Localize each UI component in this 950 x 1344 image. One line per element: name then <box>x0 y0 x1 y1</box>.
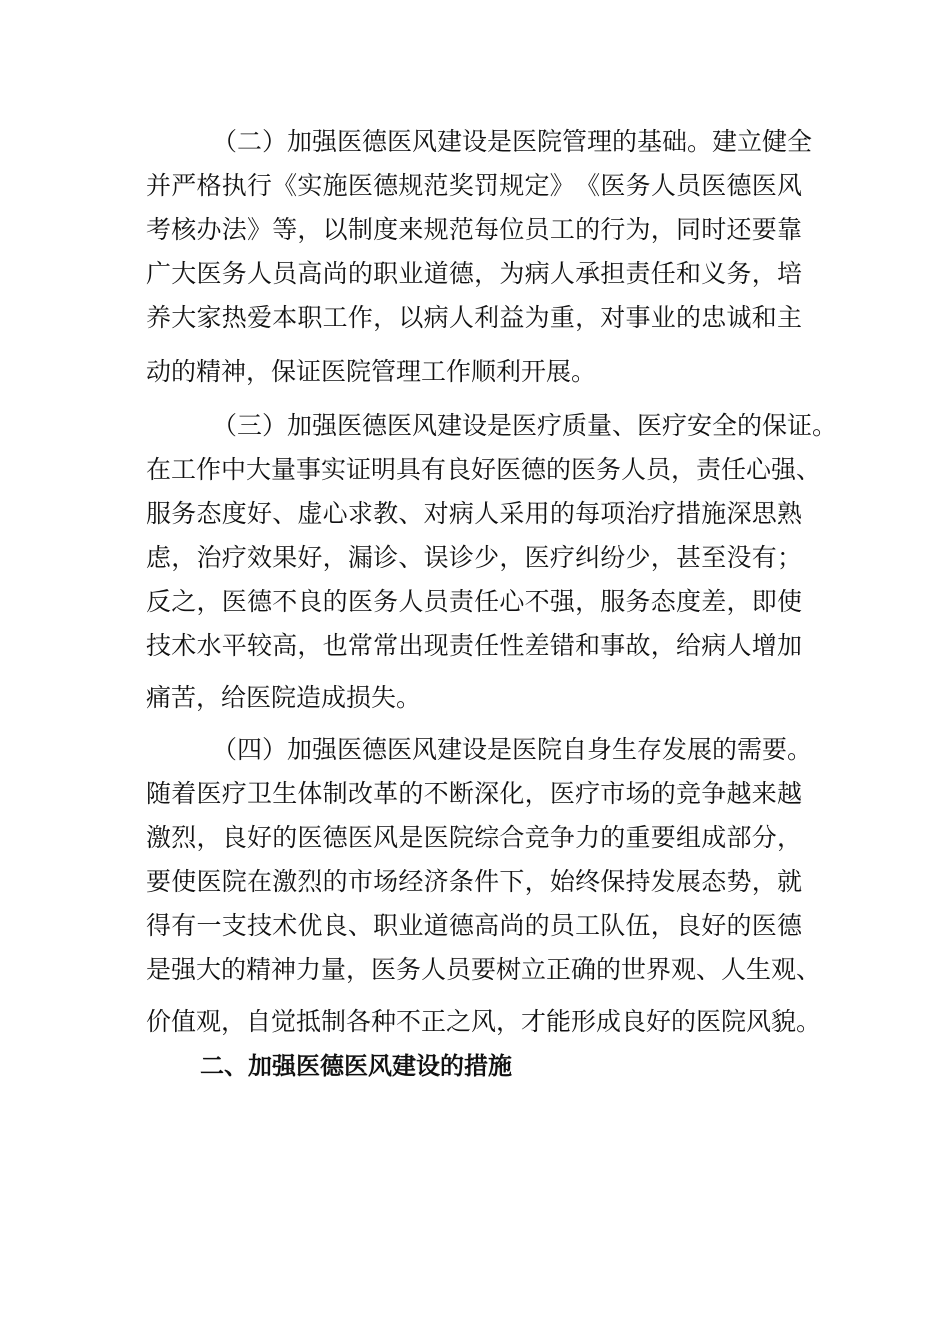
paragraph-2-line-1: （二）加强医德医风建设是医院管理的基础。建立健全 <box>212 127 813 156</box>
paragraph-4-line-7: 价值观，自觉抵制各种不正之风，才能形成良好的医院风貌。 <box>146 1007 822 1036</box>
paragraph-4-line-1: （四）加强医德医风建设是医院自身生存发展的需要。 <box>212 735 813 764</box>
paragraph-2-line-5: 养大家热爱本职工作，以病人利益为重，对事业的忠诚和主 <box>146 303 802 332</box>
paragraph-2-line-6: 动的精神，保证医院管理工作顺利开展。 <box>146 357 597 386</box>
paragraph-2-line-3: 考核办法》等，以制度来规范每位员工的行为，同时还要靠 <box>146 215 802 244</box>
paragraph-3-line-6: 技术水平较高，也常常出现责任性差错和事故，给病人增加 <box>146 631 802 660</box>
paragraph-3-line-1: （三）加强医德医风建设是医疗质量、医疗安全的保证。 <box>212 411 838 440</box>
paragraph-4-line-5: 得有一支技术优良、职业道德高尚的员工队伍，良好的医德 <box>146 911 802 940</box>
paragraph-4-line-3: 激烈，良好的医德医风是医院综合竞争力的重要组成部分， <box>146 823 802 852</box>
paragraph-3-line-5: 反之，医德不良的医务人员责任心不强，服务态度差，即使 <box>146 587 802 616</box>
paragraph-3-line-7: 痛苦，给医院造成损失。 <box>146 683 422 712</box>
section-heading: 二、加强医德医风建设的措施 <box>200 1052 512 1080</box>
paragraph-4-line-2: 随着医疗卫生体制改革的不断深化，医疗市场的竞争越来越 <box>146 779 802 808</box>
paragraph-3-line-2: 在工作中大量事实证明具有良好医德的医务人员，责任心强、 <box>146 455 822 484</box>
paragraph-4-line-4: 要使医院在激烈的市场经济条件下，始终保持发展态势，就 <box>146 867 802 896</box>
paragraph-3-line-3: 服务态度好、虚心求教、对病人采用的每项治疗措施深思熟 <box>146 499 802 528</box>
paragraph-4-line-6: 是强大的精神力量，医务人员要树立正确的世界观、人生观、 <box>146 955 822 984</box>
paragraph-2-line-2: 并严格执行《实施医德规范奖罚规定》 《医务人员医德医风 <box>146 171 802 200</box>
paragraph-2-line-4: 广大医务人员高尚的职业道德，为病人承担责任和义务，培 <box>146 259 802 288</box>
paragraph-3-line-4: 虑，治疗效果好，漏诊、误诊少，医疗纠纷少，甚至没有； <box>146 543 802 572</box>
